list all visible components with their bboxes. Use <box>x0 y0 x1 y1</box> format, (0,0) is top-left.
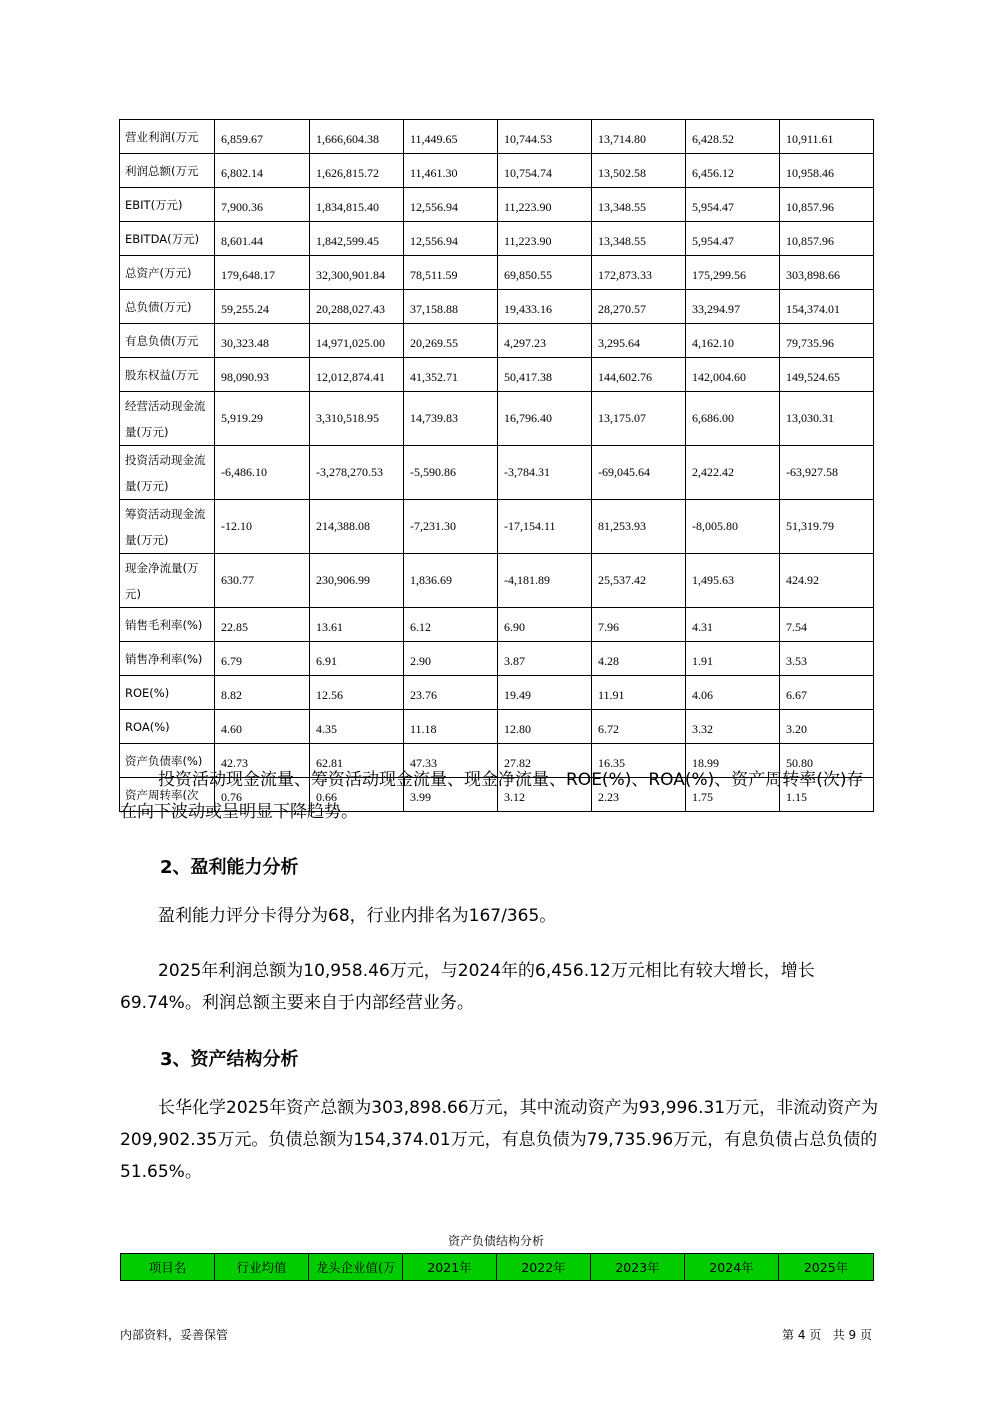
header-cell: 2021年 <box>403 1254 497 1281</box>
table-cell: -12.10 <box>215 500 310 554</box>
table-cell: 6,802.14 <box>215 154 310 188</box>
footer-page-number: 第 4 页 共 9 页 <box>782 1328 872 1342</box>
row-label: 经营活动现金流量(万元) <box>120 392 215 446</box>
table-cell: 19.49 <box>498 676 592 710</box>
table-cell: 16.35 <box>592 744 686 778</box>
table-cell: 10,857.96 <box>780 222 874 256</box>
table-cell: 62.81 <box>310 744 404 778</box>
financial-indicator-table <box>119 119 874 812</box>
table-row <box>120 188 874 222</box>
table-cell: 8.82 <box>215 676 310 710</box>
table-cell: 5,954.47 <box>686 222 780 256</box>
table-cell: -8,005.80 <box>686 500 780 554</box>
header-cell: 2024年 <box>685 1254 779 1281</box>
table-cell: 16,796.40 <box>498 392 592 446</box>
table-row <box>120 500 874 554</box>
row-label: 资产周转率(次 <box>120 778 215 812</box>
table-cell: 179,648.17 <box>215 256 310 290</box>
footer-confidential-note: 内部资料，妥善保管 <box>120 1328 229 1342</box>
table-cell: 11.18 <box>404 710 498 744</box>
table-row <box>120 324 874 358</box>
table-cell: 4.06 <box>686 676 780 710</box>
table-cell: 7.54 <box>780 608 874 642</box>
row-label: ROE(%) <box>120 676 215 710</box>
table-cell: 8,601.44 <box>215 222 310 256</box>
table-cell: 5,919.29 <box>215 392 310 446</box>
table-row <box>120 446 874 500</box>
structure-header-row <box>121 1254 874 1281</box>
header-cell: 行业均值 <box>215 1254 309 1281</box>
table-cell: 142,004.60 <box>686 358 780 392</box>
table-cell: 6.91 <box>310 642 404 676</box>
table-cell: -3,278,270.53 <box>310 446 404 500</box>
table-cell: 3.99 <box>404 778 498 812</box>
table-cell: 1.91 <box>686 642 780 676</box>
table-cell: 2.23 <box>592 778 686 812</box>
table-cell: 10,958.46 <box>780 154 874 188</box>
section-heading-profitability: 2、盈利能力分析 <box>160 857 299 878</box>
table-cell: 41,352.71 <box>404 358 498 392</box>
table-row <box>120 290 874 324</box>
row-label: 销售净利率(%) <box>120 642 215 676</box>
table-cell: 175,299.56 <box>686 256 780 290</box>
table-cell: 303,898.66 <box>780 256 874 290</box>
table-cell: 7.96 <box>592 608 686 642</box>
table-cell: 4.28 <box>592 642 686 676</box>
table-cell: 154,374.01 <box>780 290 874 324</box>
table-cell: 11,449.65 <box>404 120 498 154</box>
table-cell: 1.75 <box>686 778 780 812</box>
table-cell: 50,417.38 <box>498 358 592 392</box>
table-cell: 12,012,874.41 <box>310 358 404 392</box>
table-cell: -7,231.30 <box>404 500 498 554</box>
table-cell: 32,300,901.84 <box>310 256 404 290</box>
table-row <box>120 256 874 290</box>
table-cell: 12.80 <box>498 710 592 744</box>
table-cell: 3,310,518.95 <box>310 392 404 446</box>
row-label: 总资产(万元) <box>120 256 215 290</box>
table-cell: 424.92 <box>780 554 874 608</box>
row-label: 投资活动现金流量(万元) <box>120 446 215 500</box>
table-cell: 10,911.61 <box>780 120 874 154</box>
table-cell: 2.90 <box>404 642 498 676</box>
table-cell: 28,270.57 <box>592 290 686 324</box>
table-row <box>120 642 874 676</box>
table-cell: 33,294.97 <box>686 290 780 324</box>
table-cell: 12.56 <box>310 676 404 710</box>
table-cell: 25,537.42 <box>592 554 686 608</box>
table-cell: 4.35 <box>310 710 404 744</box>
table-cell: 10,857.96 <box>780 188 874 222</box>
row-label: ROA(%) <box>120 710 215 744</box>
header-cell: 2023年 <box>591 1254 685 1281</box>
table-cell: 10,754.74 <box>498 154 592 188</box>
profit-detail-paragraph: 2025年利润总额为10,958.46万元，与2024年的6,456.12万元相比有较大增长，增长69.74%。利润总额主要来自于内部经营业务。 <box>120 961 815 1013</box>
table-cell: 630.77 <box>215 554 310 608</box>
table-cell: 22.85 <box>215 608 310 642</box>
table-cell: 172,873.33 <box>592 256 686 290</box>
row-label: 现金净流量(万元) <box>120 554 215 608</box>
table-cell: 98,090.93 <box>215 358 310 392</box>
asset-liability-structure-table <box>120 1253 874 1281</box>
table-cell: 50.80 <box>780 744 874 778</box>
table-cell: 3.20 <box>780 710 874 744</box>
table-cell: 7,900.36 <box>215 188 310 222</box>
table-row <box>120 676 874 710</box>
table-cell: 20,288,027.43 <box>310 290 404 324</box>
table-cell: 6.12 <box>404 608 498 642</box>
row-label: 股东权益(万元 <box>120 358 215 392</box>
table-cell: 6.90 <box>498 608 592 642</box>
table-cell: 13,714.80 <box>592 120 686 154</box>
table-row <box>120 608 874 642</box>
table-cell: 13,502.58 <box>592 154 686 188</box>
header-cell: 2022年 <box>497 1254 591 1281</box>
section-heading-asset-structure: 3、资产结构分析 <box>160 1049 299 1070</box>
table-cell: 6,686.00 <box>686 392 780 446</box>
header-cell: 龙头企业值(万 <box>309 1254 403 1281</box>
table-cell: 14,739.83 <box>404 392 498 446</box>
header-cell: 2025年 <box>779 1254 874 1281</box>
table-cell: 3.12 <box>498 778 592 812</box>
table-row <box>120 120 874 154</box>
header-cell: 项目名 <box>121 1254 215 1281</box>
row-label: 资产负债率(%) <box>120 744 215 778</box>
table-cell: -17,154.11 <box>498 500 592 554</box>
row-label: EBITDA(万元) <box>120 222 215 256</box>
table-cell: 4.60 <box>215 710 310 744</box>
table-cell: 79,735.96 <box>780 324 874 358</box>
row-label: 销售毛利率(%) <box>120 608 215 642</box>
table-row <box>120 554 874 608</box>
table-cell: 13,348.55 <box>592 222 686 256</box>
row-label: 筹资活动现金流量(万元) <box>120 500 215 554</box>
table-cell: 1,836.69 <box>404 554 498 608</box>
table-cell: 18.99 <box>686 744 780 778</box>
table-cell: -6,486.10 <box>215 446 310 500</box>
table-cell: 6.72 <box>592 710 686 744</box>
table-cell: 51,319.79 <box>780 500 874 554</box>
table-cell: 6,456.12 <box>686 154 780 188</box>
table-cell: 6,428.52 <box>686 120 780 154</box>
structure-table-caption: 资产负债结构分析 <box>447 1234 544 1248</box>
table-cell: 3.32 <box>686 710 780 744</box>
table-cell: 5,954.47 <box>686 188 780 222</box>
table-cell: 23.76 <box>404 676 498 710</box>
table-row <box>120 222 874 256</box>
table-cell: 214,388.08 <box>310 500 404 554</box>
table-cell: 6.79 <box>215 642 310 676</box>
row-label: 有息负债(万元 <box>120 324 215 358</box>
table-cell: -3,784.31 <box>498 446 592 500</box>
table-row <box>120 710 874 744</box>
table-cell: 144,602.76 <box>592 358 686 392</box>
table-cell: -5,590.86 <box>404 446 498 500</box>
table-row <box>120 358 874 392</box>
table-cell: 69,850.55 <box>498 256 592 290</box>
table-cell: 1,842,599.45 <box>310 222 404 256</box>
table-cell: 12,556.94 <box>404 222 498 256</box>
table-cell: 4,297.23 <box>498 324 592 358</box>
table-cell: 13,348.55 <box>592 188 686 222</box>
row-label: EBIT(万元) <box>120 188 215 222</box>
table-cell: 20,269.55 <box>404 324 498 358</box>
row-label: 总负债(万元) <box>120 290 215 324</box>
table-cell: -4,181.89 <box>498 554 592 608</box>
table-cell: 11,223.90 <box>498 222 592 256</box>
table-cell: 59,255.24 <box>215 290 310 324</box>
table-cell: 3.87 <box>498 642 592 676</box>
table-cell: 19,433.16 <box>498 290 592 324</box>
table-cell: 6.67 <box>780 676 874 710</box>
table-row <box>120 154 874 188</box>
table-cell: 0.66 <box>310 778 404 812</box>
table-cell: 27.82 <box>498 744 592 778</box>
table-cell: 47.33 <box>404 744 498 778</box>
table-cell: 37,158.88 <box>404 290 498 324</box>
row-label: 利润总额(万元 <box>120 154 215 188</box>
profit-score-paragraph: 盈利能力评分卡得分为68，行业内排名为167/365。 <box>158 906 557 926</box>
table-cell: 1,626,815.72 <box>310 154 404 188</box>
table-cell: 12,556.94 <box>404 188 498 222</box>
table-cell: 81,253.93 <box>592 500 686 554</box>
table-cell: 11,461.30 <box>404 154 498 188</box>
table-cell: 42.73 <box>215 744 310 778</box>
table-cell: 4,162.10 <box>686 324 780 358</box>
table-cell: -69,045.64 <box>592 446 686 500</box>
table-cell: 11.91 <box>592 676 686 710</box>
table-cell: 14,971,025.00 <box>310 324 404 358</box>
table-cell: 6,859.67 <box>215 120 310 154</box>
trend-paragraph: 投资活动现金流量、筹资活动现金流量、现金净流量、ROE(%)、ROA(%)、资产周转率(次)存在向下波动或呈明显下降趋势。 <box>120 770 864 822</box>
row-label: 营业利润(万元 <box>120 120 215 154</box>
table-row <box>120 392 874 446</box>
table-cell: 13,175.07 <box>592 392 686 446</box>
table-cell: 13,030.31 <box>780 392 874 446</box>
table-cell: 1,495.63 <box>686 554 780 608</box>
table-cell: -63,927.58 <box>780 446 874 500</box>
table-cell: 11,223.90 <box>498 188 592 222</box>
table-cell: 13.61 <box>310 608 404 642</box>
table-cell: 1,834,815.40 <box>310 188 404 222</box>
table-cell: 0.76 <box>215 778 310 812</box>
table-cell: 1,666,604.38 <box>310 120 404 154</box>
table-cell: 3,295.64 <box>592 324 686 358</box>
table-cell: 4.31 <box>686 608 780 642</box>
table-cell: 149,524.65 <box>780 358 874 392</box>
table-cell: 78,511.59 <box>404 256 498 290</box>
table-cell: 230,906.99 <box>310 554 404 608</box>
table-cell: 1.15 <box>780 778 874 812</box>
table-cell: 2,422.42 <box>686 446 780 500</box>
table-cell: 30,323.48 <box>215 324 310 358</box>
asset-detail-paragraph: 长华化学2025年资产总额为303,898.66万元，其中流动资产为93,996.31万元，非流动资产为209,902.35万元。负债总额为154,374.01万元，有息负债为79,735.96万元，有息负债占总负债的51.65%。 <box>120 1098 879 1182</box>
table-cell: 10,744.53 <box>498 120 592 154</box>
table-cell: 3.53 <box>780 642 874 676</box>
